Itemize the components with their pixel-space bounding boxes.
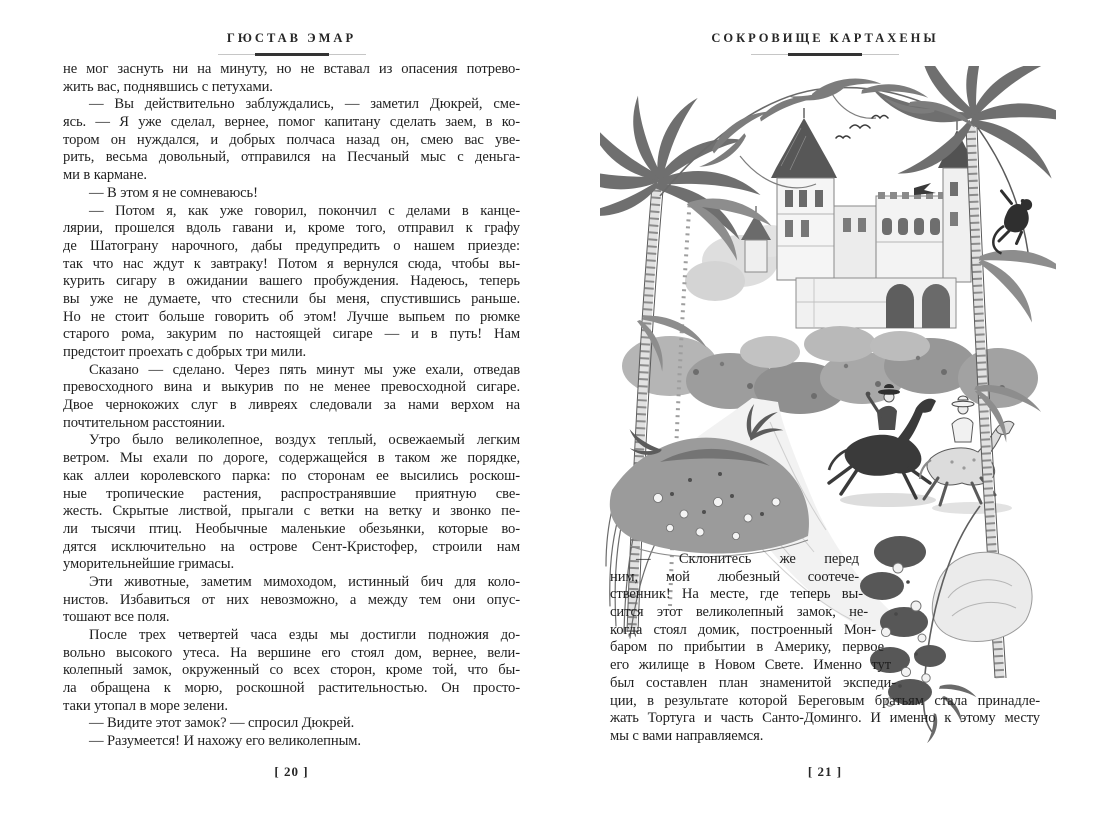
- paragraph: [63, 61, 520, 96]
- running-head-author: ГЮСТАВ ЭМАР: [226, 31, 357, 45]
- text-line: — Разумеется! И нахожу его великолепным.: [89, 733, 361, 750]
- text-line: баром по прибытии в Америку, первое: [610, 639, 884, 656]
- text-line: Сказано — сделано. Через пять минут мы уже ехали, отведав: [89, 361, 520, 378]
- text-line: — Видите этот замок? — спросил Дюкрей.: [89, 715, 355, 732]
- paragraph: [63, 185, 520, 203]
- text-line: рить, весьма довольный, отправился на Песчаный мыс с деньга-: [63, 149, 520, 166]
- text-line: — Вы действительно заблуждались, — заметил Дюкрей, сме-: [89, 96, 520, 113]
- page-number-left: [ 20 ]: [274, 764, 309, 779]
- text-line: уморительнейшие гримасы.: [63, 556, 235, 573]
- text-line: После трех четвертей часа езды мы достигли подножия до-: [89, 627, 520, 643]
- text-line: ные тропические растения, распространявшие приятную све-: [63, 485, 520, 502]
- rider-two: [952, 396, 974, 442]
- text-line: де Шатограну нарочного, дабы предупредить о нашем приезде:: [63, 237, 520, 254]
- text-line: ли тысячи птиц. Необычные маленькие обезьянки, которые во-: [63, 520, 520, 537]
- text-line: Но не стоит больше говорить об этом! Лучше выпьем по рюмке: [63, 308, 520, 325]
- text-line: ции, в результате которой Береговым братьям стала принадле-: [610, 692, 1040, 709]
- paragraph: [610, 551, 1040, 746]
- paragraph: [63, 715, 520, 733]
- text-line: ми в кармане.: [63, 167, 147, 184]
- text-line: вольно высокого утеса. На вершине его стоял дом, вернее, вели-: [63, 644, 520, 661]
- text-line: вы уже не думаете, что стеснили бы меня, спустившись раньше.: [63, 290, 520, 307]
- text-line: жить вас, поднявшись с петухами.: [63, 78, 273, 95]
- paragraph: [63, 432, 520, 574]
- running-head-title: СОКРОВИЩЕ КАРТАХЕНЫ: [711, 31, 939, 45]
- paragraph: [63, 627, 520, 715]
- text-line: ла обращена к морю, роскошной растительностью. Он просто-: [63, 680, 520, 697]
- text-line: Утро было великолепное, воздух теплый, освежаемый легким: [89, 432, 520, 449]
- head-rule-dark: [788, 53, 862, 56]
- head-rule: [218, 53, 366, 56]
- text-line: когда стоял домик, построенный Мон-: [610, 621, 876, 638]
- text-line: старого рома, закурим по настоящей сигаре — и в путь! Нам: [63, 326, 520, 343]
- paragraph: [63, 362, 520, 433]
- castle: [741, 108, 976, 328]
- text-line: Двое чернокожих слуг в ливреях следовали за нами верхом на: [63, 397, 520, 414]
- text-line: был составлен план знаменитой экспеди-: [610, 674, 896, 691]
- paragraph: [63, 96, 520, 184]
- text-line: Эти животные, заметим мимоходом, истинный бич для коло-: [89, 573, 520, 590]
- page-number-right: [ 21 ]: [807, 764, 843, 779]
- text-line: ственник! На месте, где теперь вы-: [610, 586, 863, 603]
- text-line: — Потом я, как уже говорил, покончил с делами в канце-: [89, 202, 520, 219]
- text-line: нистов. Избавиться от них невозможно, а между тем они опус-: [63, 591, 520, 608]
- text-line: не мог заснуть ни на минуту, но не вставал из опасения потрево-: [63, 61, 520, 77]
- left-page-text: [63, 61, 520, 751]
- text-line: мы с вами направляемся.: [610, 727, 764, 744]
- paragraph: [63, 733, 520, 751]
- text-line: превосходного вина и выкурив по не менее превосходной сигаре.: [63, 379, 520, 396]
- text-line: ним, мой любезный соотече-: [610, 568, 859, 585]
- text-line: лярии, прошелся вдоль гавани и, кроме того, отправил к графу: [63, 220, 520, 237]
- text-line: как аллеи королевского парка: по сторонам ее высились роскош-: [63, 467, 520, 484]
- text-line: ясь. — Я уже сделал, вернее, помог капитану сделать заем, в ко-: [63, 114, 520, 131]
- text-line: колепный замок, окруженный со всех сторон, кроме той, что бы-: [63, 662, 520, 679]
- text-line: — Склонитесь же перед: [636, 551, 859, 567]
- swallow: [914, 183, 936, 195]
- text-line: дятся исключительно на острове Сент-Кристофер, строили нам: [63, 538, 520, 555]
- paragraph: [63, 574, 520, 627]
- text-line: так что нас ждут к завтраку! Потом я вернулся сюда, чтобы вы-: [63, 255, 520, 272]
- text-line: таки утопал в море зелени.: [63, 697, 228, 714]
- paragraph: [63, 203, 520, 362]
- text-line: жать Тортуга и часть Санто-Доминго. И именно к этому месту: [610, 710, 1040, 727]
- text-line: его жилище в Новом Свете. Именно тут: [610, 657, 891, 674]
- head-rule: [751, 53, 899, 56]
- head-rule-dark: [255, 53, 329, 56]
- text-line: жесть. Скрытые листвой, прыгали с ветки на ветку и звонко пе-: [63, 503, 520, 520]
- right-page-text: [610, 551, 1040, 746]
- text-line: ветром. Мы ехали по дороге, содержащейся в таком же порядке,: [63, 450, 520, 467]
- birds: [836, 116, 936, 196]
- text-line: тошают все поля.: [63, 609, 170, 626]
- page-left: [63, 0, 520, 825]
- text-line: сится этот великолепный замок, не-: [610, 604, 868, 621]
- text-line: почтительном расстоянии.: [63, 414, 226, 431]
- text-line: тором он нуждался, и добрых полчаса назад он, смею вас уве-: [63, 131, 520, 148]
- text-line: курить сигару в ожидании вашего пробуждения. Надеюсь, теперь: [63, 273, 520, 290]
- page-right: [610, 0, 1040, 825]
- text-line: — В этом я не сомневаюсь!: [89, 184, 258, 201]
- text-line: предстоит проехать с добрых три мили.: [63, 344, 307, 360]
